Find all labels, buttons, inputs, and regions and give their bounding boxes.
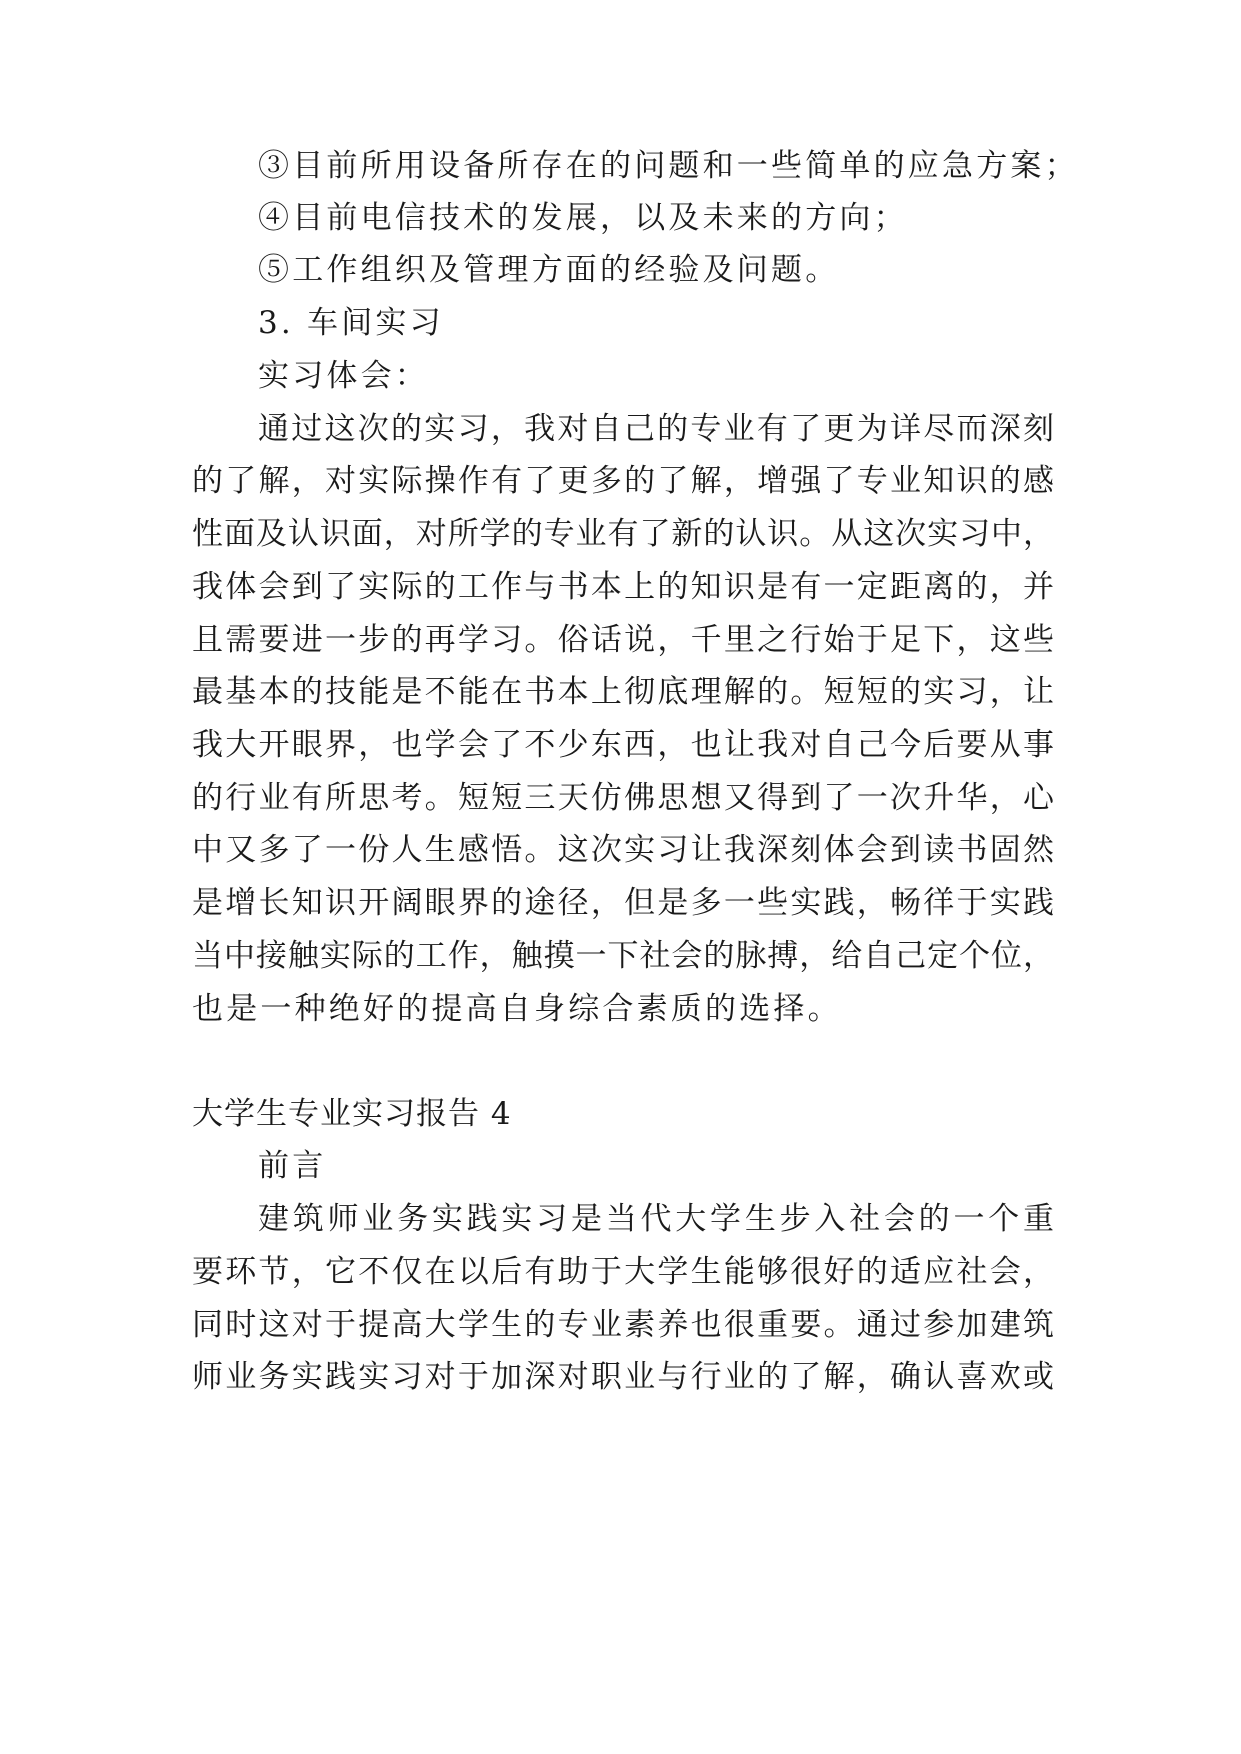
preface-line-2: 要环节，它不仅在以后有助于大学生能够很好的适应社会， <box>192 1254 1054 1290</box>
preface-line-4: 师业务实践实习对于加深对职业与行业的了解，确认喜欢或 <box>192 1359 1054 1395</box>
list-item-3: ③目前所用设备所存在的问题和一些简单的应急方案； <box>258 148 1079 184</box>
experience-line-3: 性面及认识面，对所学的专业有了新的认识。从这次实习中， <box>192 516 1054 552</box>
experience-line-11: 当中接触实际的工作，触摸一下社会的脉搏，给自己定个位， <box>192 938 1054 974</box>
experience-line-7: 我大开眼界，也学会了不少东西，也让我对自己今后要从事 <box>192 727 1054 763</box>
experience-line-12: 也是一种绝好的提高自身综合素质的选择。 <box>192 991 842 1027</box>
preface-heading: 前言 <box>258 1148 327 1184</box>
experience-line-10: 是增长知识开阔眼界的途径，但是多一些实践，畅徉于实践 <box>192 885 1054 921</box>
experience-line-8: 的行业有所思考。短短三天仿佛思想又得到了一次升华，心 <box>192 780 1054 816</box>
preface-line-3: 同时这对于提高大学生的专业素养也很重要。通过参加建筑 <box>192 1307 1054 1343</box>
experience-line-9: 中又多了一份人生感悟。这次实习让我深刻体会到读书固然 <box>192 832 1054 868</box>
report-title: 大学生专业实习报告 4 <box>192 1096 512 1132</box>
experience-line-5: 且需要进一步的再学习。俗话说，千里之行始于足下，这些 <box>192 622 1054 658</box>
list-item-5: ⑤工作组织及管理方面的经验及问题。 <box>258 252 840 288</box>
experience-line-6: 最基本的技能是不能在书本上彻底理解的。短短的实习，让 <box>192 674 1054 710</box>
list-item-4: ④目前电信技术的发展，以及未来的方向； <box>258 200 908 236</box>
experience-line-1: 通过这次的实习，我对自己的专业有了更为详尽而深刻 <box>258 411 1054 447</box>
experience-heading: 实习体会： <box>258 358 429 394</box>
experience-line-4: 我体会到了实际的工作与书本上的知识是有一定距离的，并 <box>192 569 1054 605</box>
experience-line-2: 的了解，对实际操作有了更多的了解，增强了专业知识的感 <box>192 463 1054 499</box>
preface-line-1: 建筑师业务实践实习是当代大学生步入社会的一个重 <box>258 1201 1054 1237</box>
section-heading-workshop: 3. 车间实习 <box>258 305 444 341</box>
